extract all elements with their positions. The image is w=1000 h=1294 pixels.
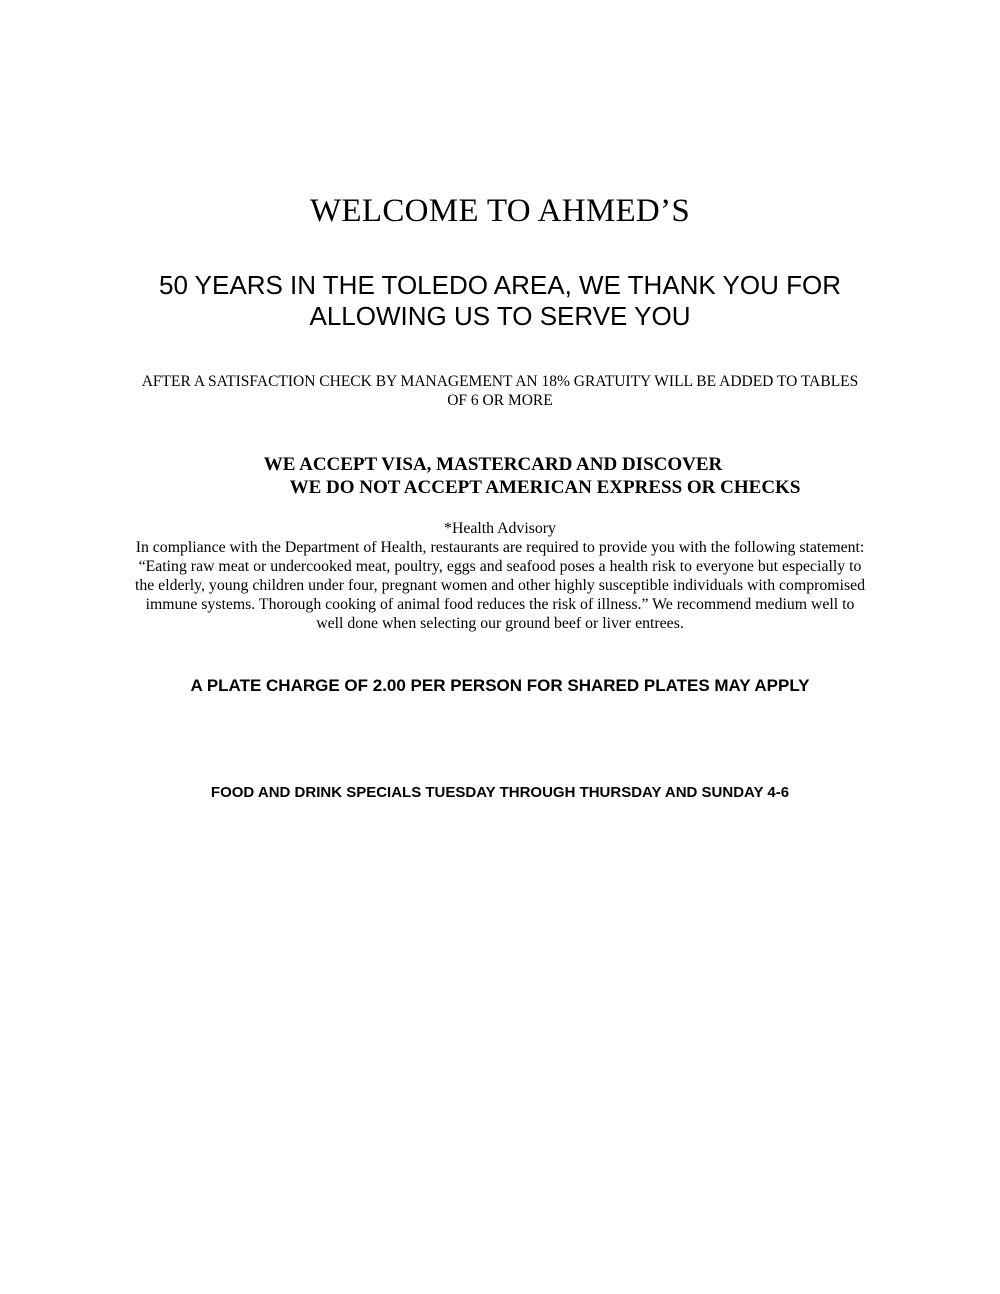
health-advisory-line: “Eating raw meat or undercooked meat, poultry, eggs and seafood poses a health risk to everyone but especially to bbox=[138, 558, 862, 575]
subtitle-line: ALLOWING US TO SERVE YOU bbox=[309, 301, 691, 331]
not-accepted-payment-text: WE DO NOT ACCEPT AMERICAN EXPRESS OR CHECKS bbox=[289, 477, 801, 498]
gratuity-notice-line: OF 6 OR MORE bbox=[447, 392, 553, 409]
health-advisory-line: the elderly, young children under four, pregnant women and other highly susceptible individuals with compromised bbox=[134, 577, 866, 594]
accepted-cards-text: WE ACCEPT VISA, MASTERCARD AND DISCOVER bbox=[263, 454, 723, 475]
health-advisory-heading: *Health Advisory bbox=[444, 520, 556, 537]
health-advisory-line: immune systems. Thorough cooking of animal food reduces the risk of illness.” We recommend medium well to bbox=[145, 596, 855, 613]
health-advisory-line: In compliance with the Department of Health, restaurants are required to provide you with the following statement: bbox=[135, 539, 865, 556]
gratuity-notice-line: AFTER A SATISFACTION CHECK BY MANAGEMENT AN 18% GRATUITY WILL BE ADDED TO TABLES bbox=[141, 373, 859, 390]
subtitle-line: 50 YEARS IN THE TOLEDO AREA, WE THANK YOU FOR bbox=[159, 270, 841, 300]
plate-charge-notice: A PLATE CHARGE OF 2.00 PER PERSON FOR SHARED PLATES MAY APPLY bbox=[190, 676, 810, 695]
page-title: WELCOME TO AHMED’S bbox=[309, 193, 691, 229]
specials-notice: FOOD AND DRINK SPECIALS TUESDAY THROUGH THURSDAY AND SUNDAY 4-6 bbox=[210, 784, 790, 801]
health-advisory-line: well done when selecting our ground beef or liver entrees. bbox=[316, 615, 684, 632]
